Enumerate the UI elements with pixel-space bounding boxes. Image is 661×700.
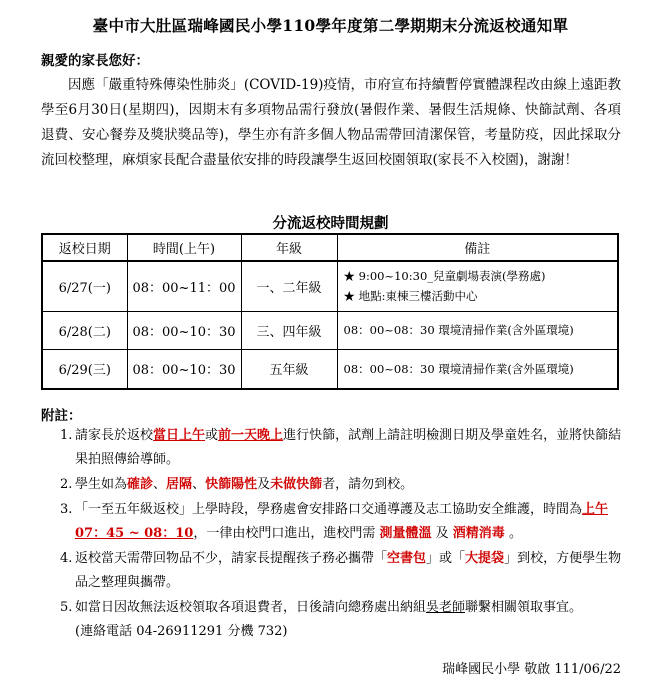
cell-notes: 08：00~08：30 環境清掃作業(含外區環境) [337,311,618,349]
remark-emphasis: 前一天晚上 [218,428,284,443]
remark-text: 及 [435,526,449,541]
remark-text: 進行快篩，試劑上請註明檢測日期及學童姓名，並將快篩結果拍照傳給導師。 [75,428,622,467]
remark-emphasis: 快篩陽性 [205,477,258,492]
remark-number: 5. [60,600,73,615]
header-grade: 年級 [241,234,337,261]
remark-number: 4. [60,551,73,566]
header-date: 返校日期 [42,234,127,261]
cell-notes: 08：00~08：30 環境清掃作業(含外區環境) [337,349,618,389]
schedule-title: 分流返校時間規劃 [272,215,389,232]
greeting: 親愛的家長您好： [41,53,149,69]
cell-time: 08：00~11：00 [127,261,241,311]
remark-number: 2. [60,477,73,492]
remark-item [60,596,625,644]
signature: 瑞峰國民小學 敬啟 111/06/22 [442,662,621,677]
remark-text: 」到校，方便學生物品之整理與攜帶。 [75,551,622,590]
table-row [42,311,618,349]
remark-emphasis: 未做快篩 [270,477,323,492]
cell-notes [337,261,618,311]
remark-text: 如當日因故無法返校領取各項退費者，日後請向總務處出納組 [75,600,427,615]
cell-grade: 五年級 [241,349,337,389]
remark-number: 1. [60,428,73,443]
cell-date: 6/29(三) [42,349,127,389]
remarks-list [60,424,625,645]
document-title: 臺中市大肚區瑞峰國民小學110學年度第二學期期末分流返校通知單 [92,16,569,35]
remark-text: 或 [205,428,219,443]
table-row [42,349,618,389]
remark-text: 。 [508,526,522,541]
remark-item [60,473,625,497]
header-notes: 備註 [337,234,618,261]
remark-emphasis: 大提袋 [465,551,505,566]
note-line: ★ 9:00~10:30_兒童劇場表演(學務處) [343,269,546,284]
remark-text: 請家長於返校 [75,428,154,443]
remark-emphasis: 空書包 [387,551,427,566]
remark-item [60,547,625,595]
remark-text: 」或「 [426,551,466,566]
remark-text: 學生如為 [75,477,128,492]
remark-number: 3. [60,502,73,517]
remark-text: ，一律由校門口進出，進校門需 [193,526,376,541]
cell-grade: 一、二年級 [241,261,337,311]
remark-emphasis: 酒精消毒 [452,526,505,541]
header-time: 時間(上午) [127,234,241,261]
remark-item [60,498,625,546]
schedule-table [41,233,619,390]
remark-text: 、 [192,477,206,492]
remark-emphasis: 居隔 [166,477,193,492]
cell-grade: 三、四年級 [241,311,337,349]
intro-paragraph: 因應「嚴重特殊傳染性肺炎」(COVID-19)疫情，市府宣布持續暫停實體課程改由線上遠距教學至6月30日(星期四)，因期末有多項物品需行發放(暑假作業、暑假生活規條、快篩試劑、各項退費、安心餐券及獎狀獎品等)，學生亦有許多個人物品需帶回清潔保管，考量防疫，因此採取分流回校整理，麻煩家長配合盡量依安排的時段讓學生返回校園領取(家長不入校園)，謝謝！ [41,77,621,168]
remark-emphasis: 測量體溫 [379,526,432,541]
note-line: ★ 地點:東棟三樓活動中心 [343,289,478,304]
remark-text: 聯繫相關領取事宜。 [465,600,583,615]
cell-time: 08：00~10：30 [127,311,241,349]
remark-text: 及 [257,477,271,492]
table-header-row [42,234,618,261]
remark-text: 「一至五年級返校」上學時段，學務處會安排路口交通導護及志工協助安全維護，時間為 [75,502,583,517]
remarks-heading: 附註： [41,408,82,424]
remark-emphasis: 上午 07：45 ~ 08：10 [75,502,609,541]
remark-item [60,424,625,472]
cell-date: 6/27(一) [42,261,127,311]
remark-emphasis: 吳老師 [426,600,466,615]
remark-emphasis: 確診 [127,477,154,492]
remark-text: 者，請勿到校。 [322,477,414,492]
remark-text: 、 [153,477,167,492]
remark-text: 返校當天需帶回物品不少，請家長提醒孩子務必攜帶「 [75,551,388,566]
cell-time: 08：00~10：30 [127,349,241,389]
table-row [42,261,618,311]
cell-date: 6/28(二) [42,311,127,349]
contact-phone: (連絡電話 04-26911291 分機 732) [75,624,288,639]
remark-emphasis: 當日上午 [153,428,206,443]
